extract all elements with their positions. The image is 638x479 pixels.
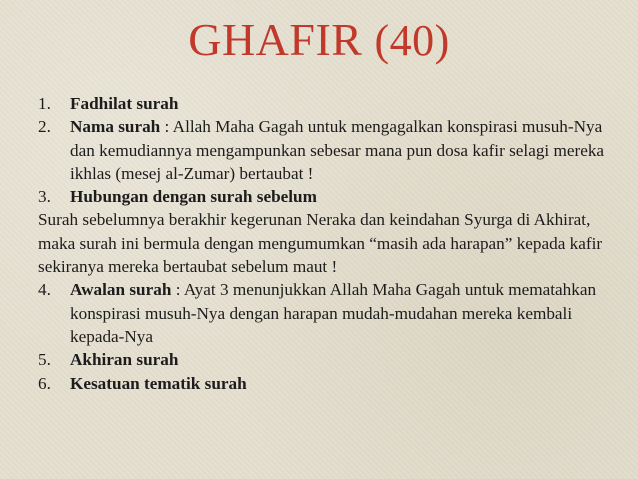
title-number: (40) xyxy=(374,16,450,65)
list-marker: 5. xyxy=(38,350,51,370)
list-item-6 xyxy=(38,372,608,395)
slide-content xyxy=(38,92,608,395)
item-heading: Kesatuan tematik surah xyxy=(70,373,247,393)
item-heading: Fadhilat surah xyxy=(70,94,179,113)
item-heading: Nama surah xyxy=(70,117,161,137)
list-marker: 4. xyxy=(38,280,51,300)
list-item-5 xyxy=(38,348,608,371)
context-paragraph: Surah sebelumnya berakhir kegerunan Neraka dan keindahan Syurga di Akhirat, maka surah ini bermula dengan mengumumkan “masih ada harapan” kepada kafir sekiranya mereka bertaubat sebelum maut ! xyxy=(38,210,603,277)
title-main: GHAFIR xyxy=(188,14,363,65)
list-item-3 xyxy=(38,185,608,208)
item-heading: Hubungan dengan surah sebelum xyxy=(70,187,317,207)
item-text: : Allah Maha Gagah untuk mengagalkan konspirasi musuh-Nya dan kemudiannya mengampunkan sebesar mana pun dosa kafir selagi mereka ikhlas (mesej al-Zumar) bertaubat ! xyxy=(70,117,605,183)
item-heading: Akhiran surah xyxy=(70,350,179,370)
item-heading: Awalan surah xyxy=(70,280,172,300)
slide-title xyxy=(0,12,638,69)
list-item-1 xyxy=(38,92,608,115)
list-marker: 2. xyxy=(38,117,51,137)
list-marker: 3. xyxy=(38,187,51,207)
list-item-4 xyxy=(38,278,608,348)
item-text: : Ayat 3 menunjukkan Allah Maha Gagah untuk mematahkan konspirasi musuh-Nya dengan harapan mudah-mudahan mereka kembali kepada-Nya xyxy=(70,280,597,346)
list-item-2 xyxy=(38,115,608,185)
list-marker: 6. xyxy=(38,373,51,393)
list-marker: 1. xyxy=(38,94,51,113)
